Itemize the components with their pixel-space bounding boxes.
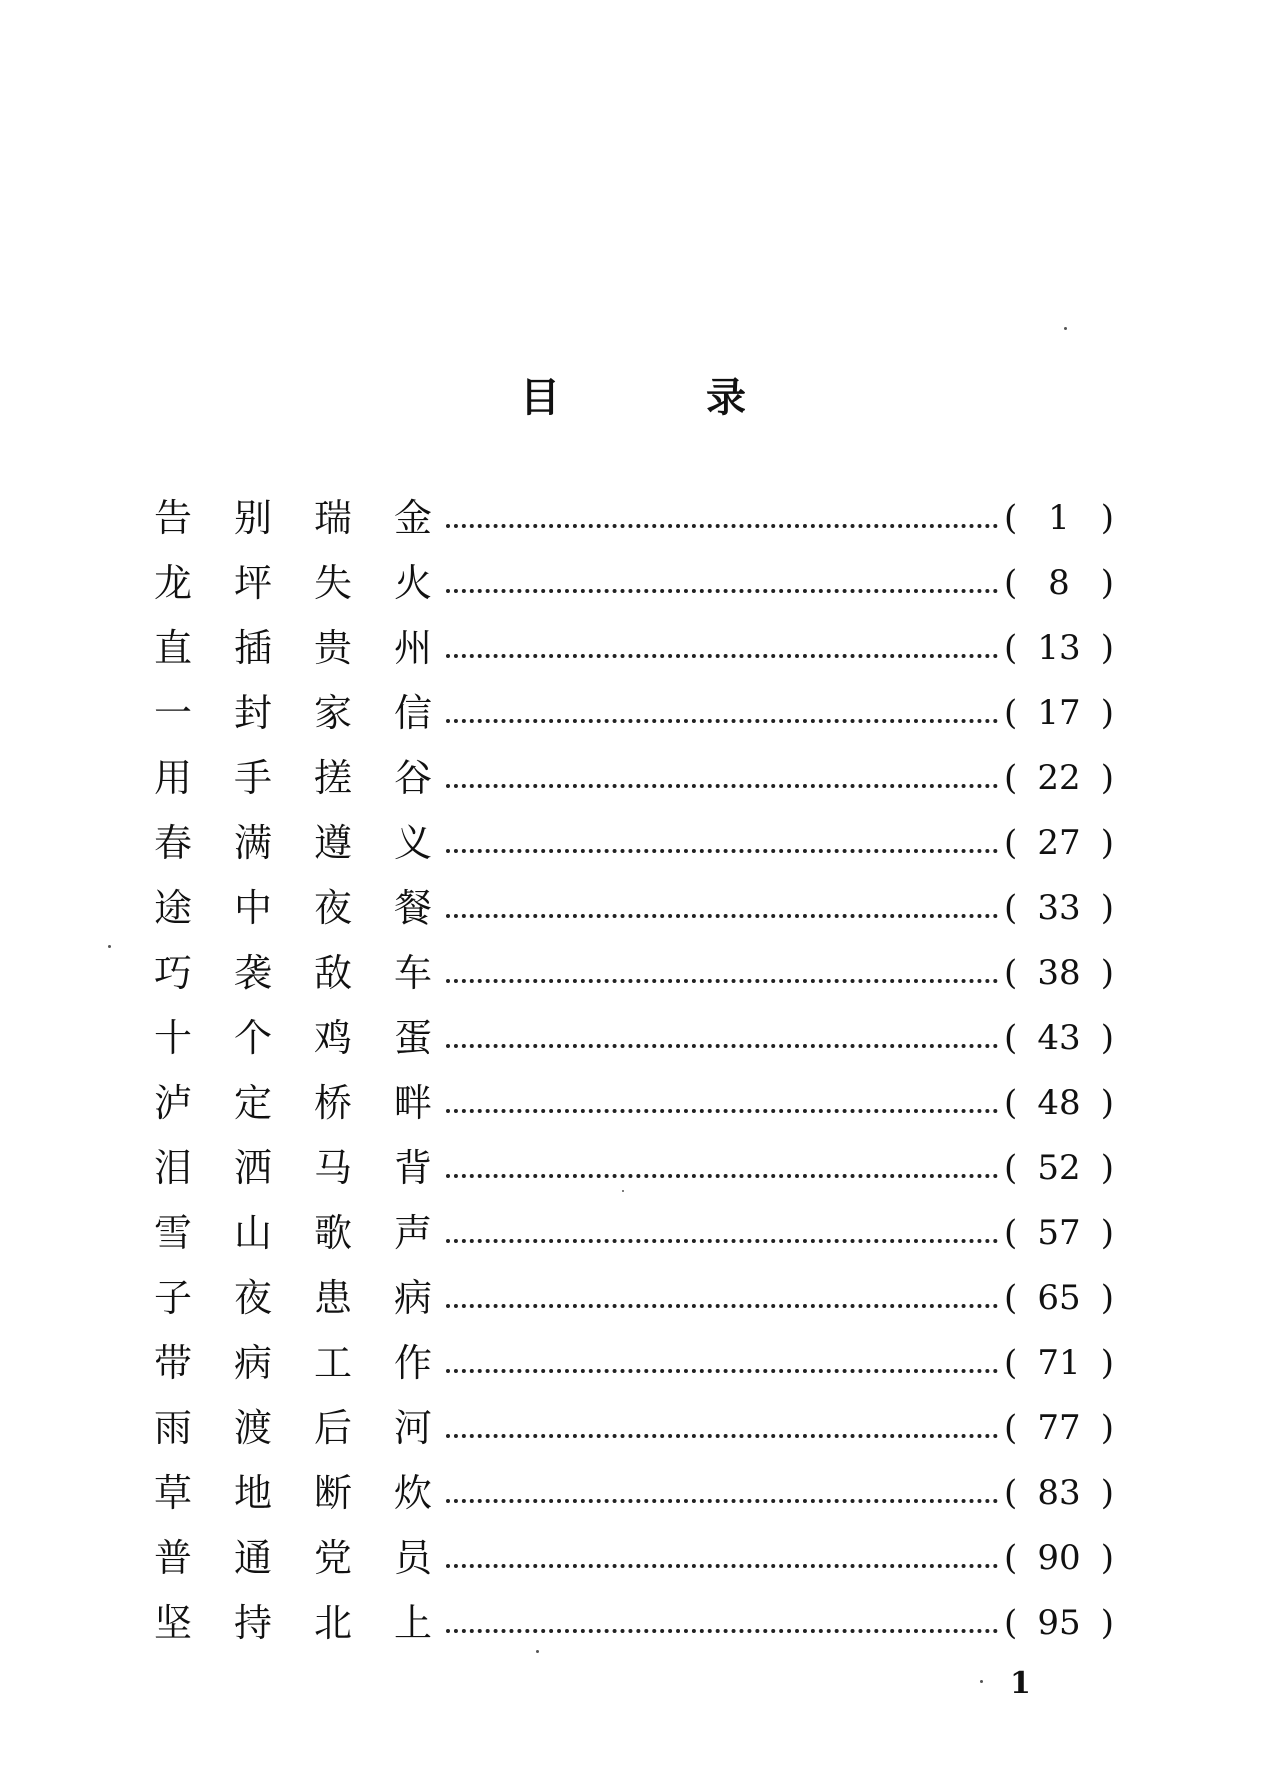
open-paren: ( [1004, 823, 1018, 863]
toc-entry-title-char: 定 [234, 1081, 273, 1125]
toc-entry-title-char: 山 [234, 1211, 273, 1255]
toc-entry-title-char: 十 [154, 1016, 193, 1060]
toc-entry-title-char: 个 [234, 1016, 273, 1060]
scan-speck [536, 1650, 539, 1653]
toc-entry-title-char: 手 [234, 756, 273, 800]
open-paren: ( [1004, 1213, 1018, 1253]
toc-entry-title-char: 失 [314, 561, 353, 605]
toc-entry-title-char: 党 [314, 1536, 353, 1580]
toc-entry-title-char: 子 [154, 1276, 193, 1320]
toc-entry-page [1004, 486, 1114, 551]
contents-heading-char: 录 [706, 374, 746, 421]
dot-leader [446, 1331, 998, 1396]
toc-entry-title-char: 搓 [314, 756, 353, 800]
toc-entry [154, 1461, 1114, 1526]
page-ref-number: 90 [1037, 1538, 1081, 1578]
toc-entry-title [154, 1136, 440, 1201]
page-ref-number: 8 [1048, 563, 1070, 603]
toc-entry-title-char: 北 [314, 1601, 353, 1645]
open-paren: ( [1004, 1148, 1018, 1188]
toc-entry-title-char: 贵 [314, 626, 353, 670]
toc-entry-page [1004, 681, 1114, 746]
toc-entry-title-char: 泪 [154, 1146, 193, 1190]
toc-entry-title-char: 义 [394, 821, 433, 865]
page-ref-number: 77 [1037, 1408, 1081, 1448]
toc-entry-title [154, 1006, 440, 1071]
toc-entry-title [154, 616, 440, 681]
close-paren: ) [1100, 888, 1114, 928]
toc-entry-title [154, 1071, 440, 1136]
toc-entry-title-char: 满 [234, 821, 273, 865]
scan-speck [108, 945, 111, 948]
dot-leader [446, 1006, 998, 1071]
dot-leader [446, 1461, 998, 1526]
toc-entry-title [154, 876, 440, 941]
toc-entry-title-char: 封 [234, 691, 273, 735]
toc-entry [154, 681, 1114, 746]
toc-entry-title [154, 1331, 440, 1396]
close-paren: ) [1100, 823, 1114, 863]
close-paren: ) [1100, 1538, 1114, 1578]
open-paren: ( [1004, 1473, 1018, 1513]
toc-entry-title-char: 巧 [154, 951, 193, 995]
toc-entry-title-char: 普 [154, 1536, 193, 1580]
toc-entry-title-char: 雨 [154, 1406, 193, 1450]
toc-entry [154, 1201, 1114, 1266]
toc-entry-page [1004, 876, 1114, 941]
toc-entry-page [1004, 1006, 1114, 1071]
toc-entry-title-char: 带 [154, 1341, 193, 1385]
dot-leader [446, 1266, 998, 1331]
toc-entry-title-char: 夜 [234, 1276, 273, 1320]
toc-entry-title-char: 马 [314, 1146, 353, 1190]
toc-entry-title-char: 金 [394, 496, 433, 540]
toc-entry-title-char: 插 [234, 626, 273, 670]
dot-leader [446, 551, 998, 616]
close-paren: ) [1100, 1408, 1114, 1448]
toc-entry-title-char: 州 [394, 626, 433, 670]
toc-entry-title [154, 1591, 440, 1656]
toc-entry [154, 876, 1114, 941]
open-paren: ( [1004, 1083, 1018, 1123]
page-ref-number: 13 [1037, 628, 1081, 668]
dot-leader [446, 1591, 998, 1656]
toc-entry-title-char: 家 [314, 691, 353, 735]
open-paren: ( [1004, 1018, 1018, 1058]
open-paren: ( [1004, 1408, 1018, 1448]
contents-heading [0, 368, 1280, 428]
table-of-contents [154, 486, 1114, 1656]
close-paren: ) [1100, 1473, 1114, 1513]
toc-entry-title-char: 病 [394, 1276, 433, 1320]
toc-entry-title-char: 一 [154, 691, 193, 735]
close-paren: ) [1100, 1278, 1114, 1318]
toc-entry-title-char: 上 [394, 1601, 433, 1645]
toc-entry [154, 1591, 1114, 1656]
contents-heading-char: 目 [520, 374, 560, 421]
toc-entry-page [1004, 616, 1114, 681]
toc-entry-title-char: 瑞 [314, 496, 353, 540]
toc-entry-title [154, 1461, 440, 1526]
toc-entry-page [1004, 811, 1114, 876]
toc-entry-page [1004, 1266, 1114, 1331]
toc-entry-page [1004, 1396, 1114, 1461]
toc-entry [154, 1071, 1114, 1136]
toc-entry-title [154, 681, 440, 746]
page-number: 1 [1010, 1666, 1031, 1701]
toc-entry-title [154, 1396, 440, 1461]
toc-entry [154, 486, 1114, 551]
close-paren: ) [1100, 1083, 1114, 1123]
page-ref-number: 65 [1037, 1278, 1081, 1318]
toc-entry [154, 1006, 1114, 1071]
toc-entry-title-char: 敌 [314, 951, 353, 995]
open-paren: ( [1004, 693, 1018, 733]
toc-entry [154, 1396, 1114, 1461]
toc-entry [154, 616, 1114, 681]
toc-entry-title-char: 鸡 [314, 1016, 353, 1060]
dot-leader [446, 486, 998, 551]
toc-entry-title-char: 途 [154, 886, 193, 930]
toc-entry-title [154, 811, 440, 876]
page-ref-number: 71 [1037, 1343, 1081, 1383]
toc-entry-page [1004, 941, 1114, 1006]
open-paren: ( [1004, 628, 1018, 668]
close-paren: ) [1100, 628, 1114, 668]
toc-entry-title-char: 车 [394, 951, 433, 995]
toc-entry [154, 1266, 1114, 1331]
toc-entry-title-char: 别 [234, 496, 273, 540]
close-paren: ) [1100, 1343, 1114, 1383]
open-paren: ( [1004, 563, 1018, 603]
toc-entry-title-char: 夜 [314, 886, 353, 930]
dot-leader [446, 1526, 998, 1591]
toc-entry-title-char: 断 [314, 1471, 353, 1515]
open-paren: ( [1004, 1538, 1018, 1578]
toc-entry [154, 1136, 1114, 1201]
page-ref-number: 27 [1037, 823, 1081, 863]
page-ref-number: 83 [1037, 1473, 1081, 1513]
toc-entry-title-char: 龙 [154, 561, 193, 605]
close-paren: ) [1100, 758, 1114, 798]
close-paren: ) [1100, 498, 1114, 538]
dot-leader [446, 1136, 998, 1201]
toc-entry-title-char: 谷 [394, 756, 433, 800]
page-ref-number: 95 [1037, 1603, 1081, 1643]
page-ref-number: 57 [1037, 1213, 1081, 1253]
toc-entry-title-char: 工 [314, 1341, 353, 1385]
scan-speck [980, 1680, 983, 1683]
dot-leader [446, 876, 998, 941]
toc-entry-title-char: 中 [234, 886, 273, 930]
toc-entry-title-char: 背 [394, 1146, 433, 1190]
scan-speck [1064, 327, 1067, 330]
toc-entry-title-char: 畔 [394, 1081, 433, 1125]
page-ref-number: 48 [1037, 1083, 1081, 1123]
dot-leader [446, 811, 998, 876]
dot-leader [446, 1071, 998, 1136]
toc-entry-title-char: 员 [394, 1536, 433, 1580]
toc-entry [154, 746, 1114, 811]
toc-entry-title-char: 草 [154, 1471, 193, 1515]
page-ref-number: 33 [1037, 888, 1081, 928]
toc-entry-title-char: 春 [154, 821, 193, 865]
toc-entry-page [1004, 1201, 1114, 1266]
toc-entry-title-char: 炊 [394, 1471, 433, 1515]
toc-entry-title-char: 直 [154, 626, 193, 670]
toc-entry-title-char: 歌 [314, 1211, 353, 1255]
toc-entry-title-char: 餐 [394, 886, 433, 930]
page-ref-number: 22 [1037, 758, 1081, 798]
toc-entry-title [154, 551, 440, 616]
page-ref-number: 1 [1048, 498, 1070, 538]
toc-entry-title-char: 遵 [314, 821, 353, 865]
toc-entry-page [1004, 1461, 1114, 1526]
toc-entry-title-char: 蛋 [394, 1016, 433, 1060]
open-paren: ( [1004, 1278, 1018, 1318]
dot-leader [446, 1201, 998, 1266]
toc-entry-title-char: 桥 [314, 1081, 353, 1125]
open-paren: ( [1004, 758, 1018, 798]
toc-entry-page [1004, 1591, 1114, 1656]
toc-entry-page [1004, 551, 1114, 616]
close-paren: ) [1100, 953, 1114, 993]
scan-speck [622, 1190, 624, 1192]
toc-entry [154, 941, 1114, 1006]
toc-entry-title [154, 1526, 440, 1591]
page-ref-number: 38 [1037, 953, 1081, 993]
close-paren: ) [1100, 1603, 1114, 1643]
close-paren: ) [1100, 693, 1114, 733]
toc-entry-title-char: 渡 [234, 1406, 273, 1450]
dot-leader [446, 1396, 998, 1461]
toc-entry-title [154, 941, 440, 1006]
toc-entry [154, 1526, 1114, 1591]
page-ref-number: 43 [1037, 1018, 1081, 1058]
toc-entry-title-char: 告 [154, 496, 193, 540]
open-paren: ( [1004, 498, 1018, 538]
toc-entry-title-char: 病 [234, 1341, 273, 1385]
toc-entry-title [154, 486, 440, 551]
toc-entry-title-char: 患 [314, 1276, 353, 1320]
toc-entry-title [154, 1266, 440, 1331]
toc-entry-page [1004, 1136, 1114, 1201]
dot-leader [446, 941, 998, 1006]
toc-entry-title-char: 泸 [154, 1081, 193, 1125]
open-paren: ( [1004, 953, 1018, 993]
toc-entry-page [1004, 746, 1114, 811]
dot-leader [446, 746, 998, 811]
toc-entry-title-char: 地 [234, 1471, 273, 1515]
toc-entry-title-char: 河 [394, 1406, 433, 1450]
toc-entry [154, 1331, 1114, 1396]
toc-entry-title [154, 1201, 440, 1266]
toc-entry-title [154, 746, 440, 811]
dot-leader [446, 681, 998, 746]
close-paren: ) [1100, 1018, 1114, 1058]
toc-entry-title-char: 火 [394, 561, 433, 605]
toc-entry-title-char: 洒 [234, 1146, 273, 1190]
toc-entry [154, 811, 1114, 876]
toc-entry-title-char: 坪 [234, 561, 273, 605]
page-ref-number: 52 [1037, 1148, 1081, 1188]
toc-entry-title-char: 持 [234, 1601, 273, 1645]
toc-entry-page [1004, 1071, 1114, 1136]
toc-entry-page [1004, 1526, 1114, 1591]
close-paren: ) [1100, 1213, 1114, 1253]
toc-entry-page [1004, 1331, 1114, 1396]
toc-entry [154, 551, 1114, 616]
open-paren: ( [1004, 1603, 1018, 1643]
dot-leader [446, 616, 998, 681]
close-paren: ) [1100, 563, 1114, 603]
toc-entry-title-char: 袭 [234, 951, 273, 995]
toc-entry-title-char: 作 [394, 1341, 433, 1385]
toc-entry-title-char: 用 [154, 756, 193, 800]
open-paren: ( [1004, 888, 1018, 928]
toc-entry-title-char: 雪 [154, 1211, 193, 1255]
toc-entry-title-char: 后 [314, 1406, 353, 1450]
toc-entry-title-char: 声 [394, 1211, 433, 1255]
toc-entry-title-char: 信 [394, 691, 433, 735]
open-paren: ( [1004, 1343, 1018, 1383]
toc-entry-title-char: 通 [234, 1536, 273, 1580]
toc-entry-title-char: 坚 [154, 1601, 193, 1645]
close-paren: ) [1100, 1148, 1114, 1188]
page-ref-number: 17 [1037, 693, 1081, 733]
